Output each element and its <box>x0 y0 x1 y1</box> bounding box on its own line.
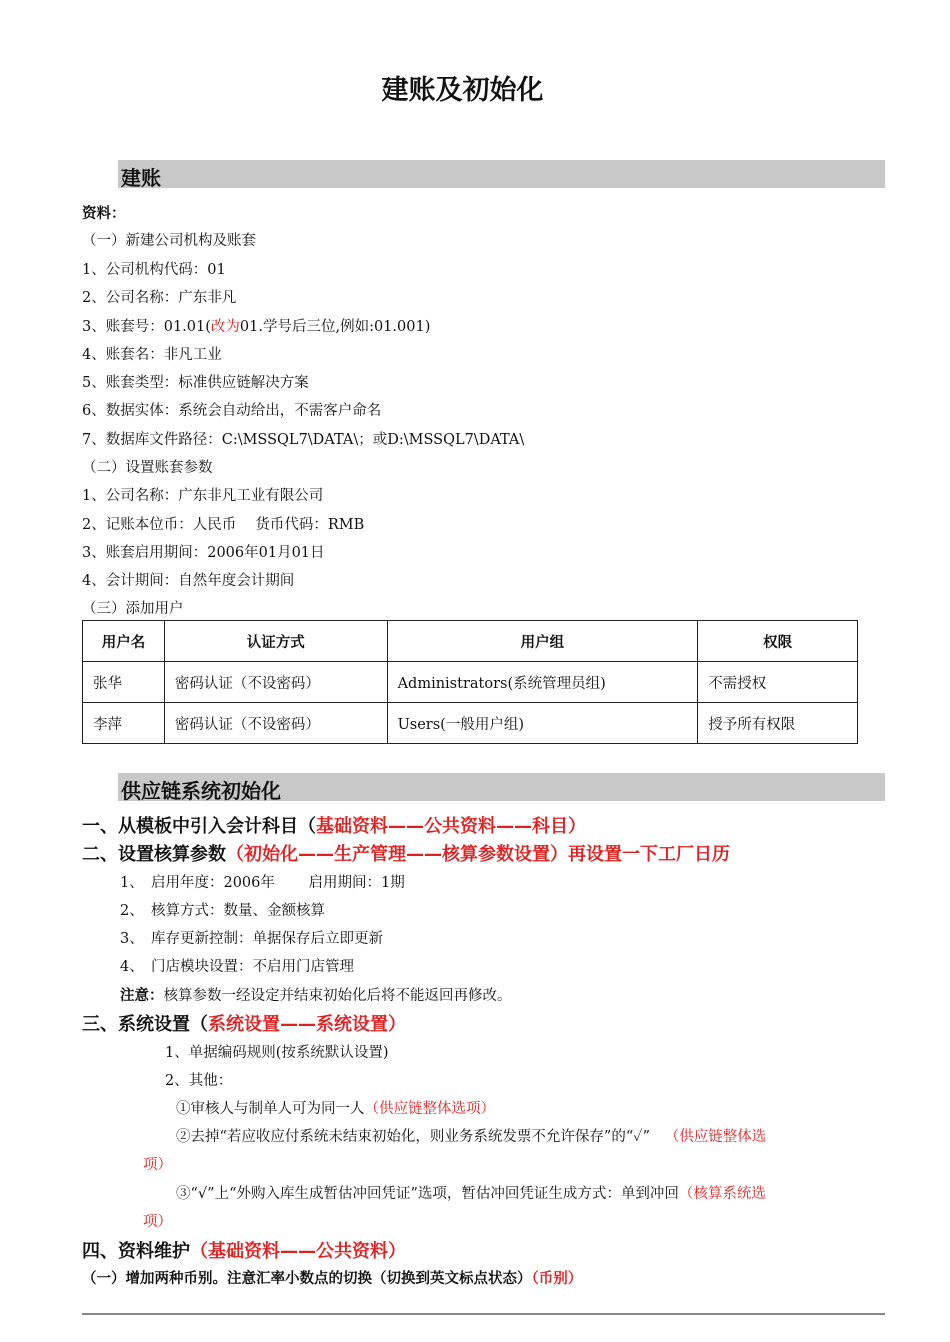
materials-label: 资料： <box>82 206 126 222</box>
cell-username: 李萍 <box>83 703 165 744</box>
heading-system-settings <box>82 1010 406 1036</box>
sub-heading-currency <box>82 1267 582 1288</box>
cell-permission: 授予所有权限 <box>698 703 858 744</box>
cell-permission: 不需授权 <box>698 662 858 703</box>
table-row <box>83 703 858 744</box>
list-item: 2、记账本位币：人民币 货币代码：RMB <box>82 517 365 533</box>
option-text: ②去掉“若应收应付系统未结束初始化，则业务系统发票不允许保存”的“✓” <box>176 1129 651 1145</box>
col-header-username: 用户名 <box>83 621 165 662</box>
cell-group: Users(一般用户组) <box>387 703 698 744</box>
col-header-group: 用户组 <box>387 621 698 662</box>
heading-path: （初始化——生产管理——核算参数设置）再设置一下工厂日历 <box>226 844 730 865</box>
list-item-account-number <box>82 315 430 336</box>
option-path: （供应链整体选 <box>672 1129 767 1145</box>
heading-path: 系统设置——系统设置） <box>208 1014 406 1035</box>
heading-path: （基础资料——公共资料） <box>190 1241 406 1262</box>
list-item: 1、公司机构代码：01 <box>82 262 226 278</box>
list-item: 3、 库存更新控制：单据保存后立即更新 <box>120 931 383 947</box>
heading-data-maintenance <box>82 1237 406 1263</box>
option-path: （供应链整体选项） <box>364 1101 495 1117</box>
heading-path: 基础资料——公共资料——科目） <box>316 816 586 837</box>
heading-import-accounts <box>82 812 586 838</box>
option-path-wrap: 项） <box>143 1157 172 1173</box>
item3-suffix: 01.学号后三位,例如:01.001) <box>239 319 431 335</box>
list-item: 5、账套类型：标准供应链解决方案 <box>82 375 309 391</box>
list-item: 6、数据实体：系统会自动给出，不需客户命名 <box>82 403 382 419</box>
users-table <box>82 620 858 744</box>
option-text: ③“√”上“外购入库生成暂估冲回凭证”选项，暂估冲回凭证生成方式：单到冲回 <box>176 1186 679 1202</box>
section-heading-bar <box>118 773 885 801</box>
section-heading-supply-chain: 供应链系统初始化 <box>121 779 281 803</box>
note-label: 注意： <box>120 988 164 1004</box>
item3-prefix: 3、账套号：01.01( <box>82 319 211 335</box>
cell-group: Administrators(系统管理员组) <box>387 662 698 703</box>
option-item <box>176 1097 495 1118</box>
heading-text: 三、系统设置（ <box>82 1014 208 1035</box>
heading-accounting-params <box>82 840 730 866</box>
cell-username: 张华 <box>83 662 165 703</box>
note <box>120 984 512 1005</box>
list-item: 3、账套启用期间：2006年01月01日 <box>82 545 325 561</box>
list-item: 4、账套名：非凡工业 <box>82 347 222 363</box>
sub-heading-1: （一）新建公司机构及账套 <box>82 233 256 249</box>
footer-divider <box>82 1313 885 1315</box>
table-row <box>83 662 858 703</box>
table-header-row <box>83 621 858 662</box>
list-item: 1、公司名称：广东非凡工业有限公司 <box>82 488 324 504</box>
list-item: 4、 门店模块设置：不启用门店管理 <box>120 959 354 975</box>
sub-heading-3: （三）添加用户 <box>82 601 184 617</box>
heading-text: 四、资料维护 <box>82 1241 190 1262</box>
cell-auth: 密码认证（不设密码） <box>164 703 387 744</box>
sub-heading-2: （二）设置账套参数 <box>82 460 213 476</box>
col-header-permission: 权限 <box>698 621 858 662</box>
option-text: ①审核人与制单人可为同一人 <box>176 1101 365 1117</box>
option-path-wrap: 项） <box>143 1214 172 1230</box>
list-item: 4、会计期间：自然年度会计期间 <box>82 573 295 589</box>
list-item: 7、数据库文件路径：C:\MSSQL7\DATA\；或D:\MSSQL7\DATA\ <box>82 432 525 448</box>
sub-heading-path: （币别） <box>531 1271 583 1287</box>
list-item: 1、单据编码规则(按系统默认设置) <box>165 1045 389 1061</box>
cell-auth: 密码认证（不设密码） <box>164 662 387 703</box>
list-item: 2、 核算方式：数量、金额核算 <box>120 903 325 919</box>
item3-red: 改为 <box>210 319 240 335</box>
option-item <box>176 1182 766 1203</box>
list-item: 2、公司名称：广东非凡 <box>82 290 237 306</box>
heading-text: 二、设置核算参数 <box>82 844 226 865</box>
section-heading-jianzhang: 建账 <box>121 166 161 190</box>
list-item: 1、 启用年度：2006年 启用期间：1期 <box>120 875 405 891</box>
option-path: （核算系统选 <box>678 1186 766 1202</box>
sub-heading-text: （一）增加两种币别。注意汇率小数点的切换（切换到英文标点状态） <box>82 1271 532 1287</box>
heading-text: 一、从模板中引入会计科目（ <box>82 816 316 837</box>
note-text: 核算参数一经设定并结束初始化后将不能返回再修改。 <box>163 988 512 1004</box>
option-item <box>176 1125 766 1146</box>
page-title: 建账及初始化 <box>381 75 544 106</box>
col-header-auth: 认证方式 <box>164 621 387 662</box>
list-item: 2、其他： <box>165 1073 233 1089</box>
section-heading-bar <box>118 160 885 188</box>
